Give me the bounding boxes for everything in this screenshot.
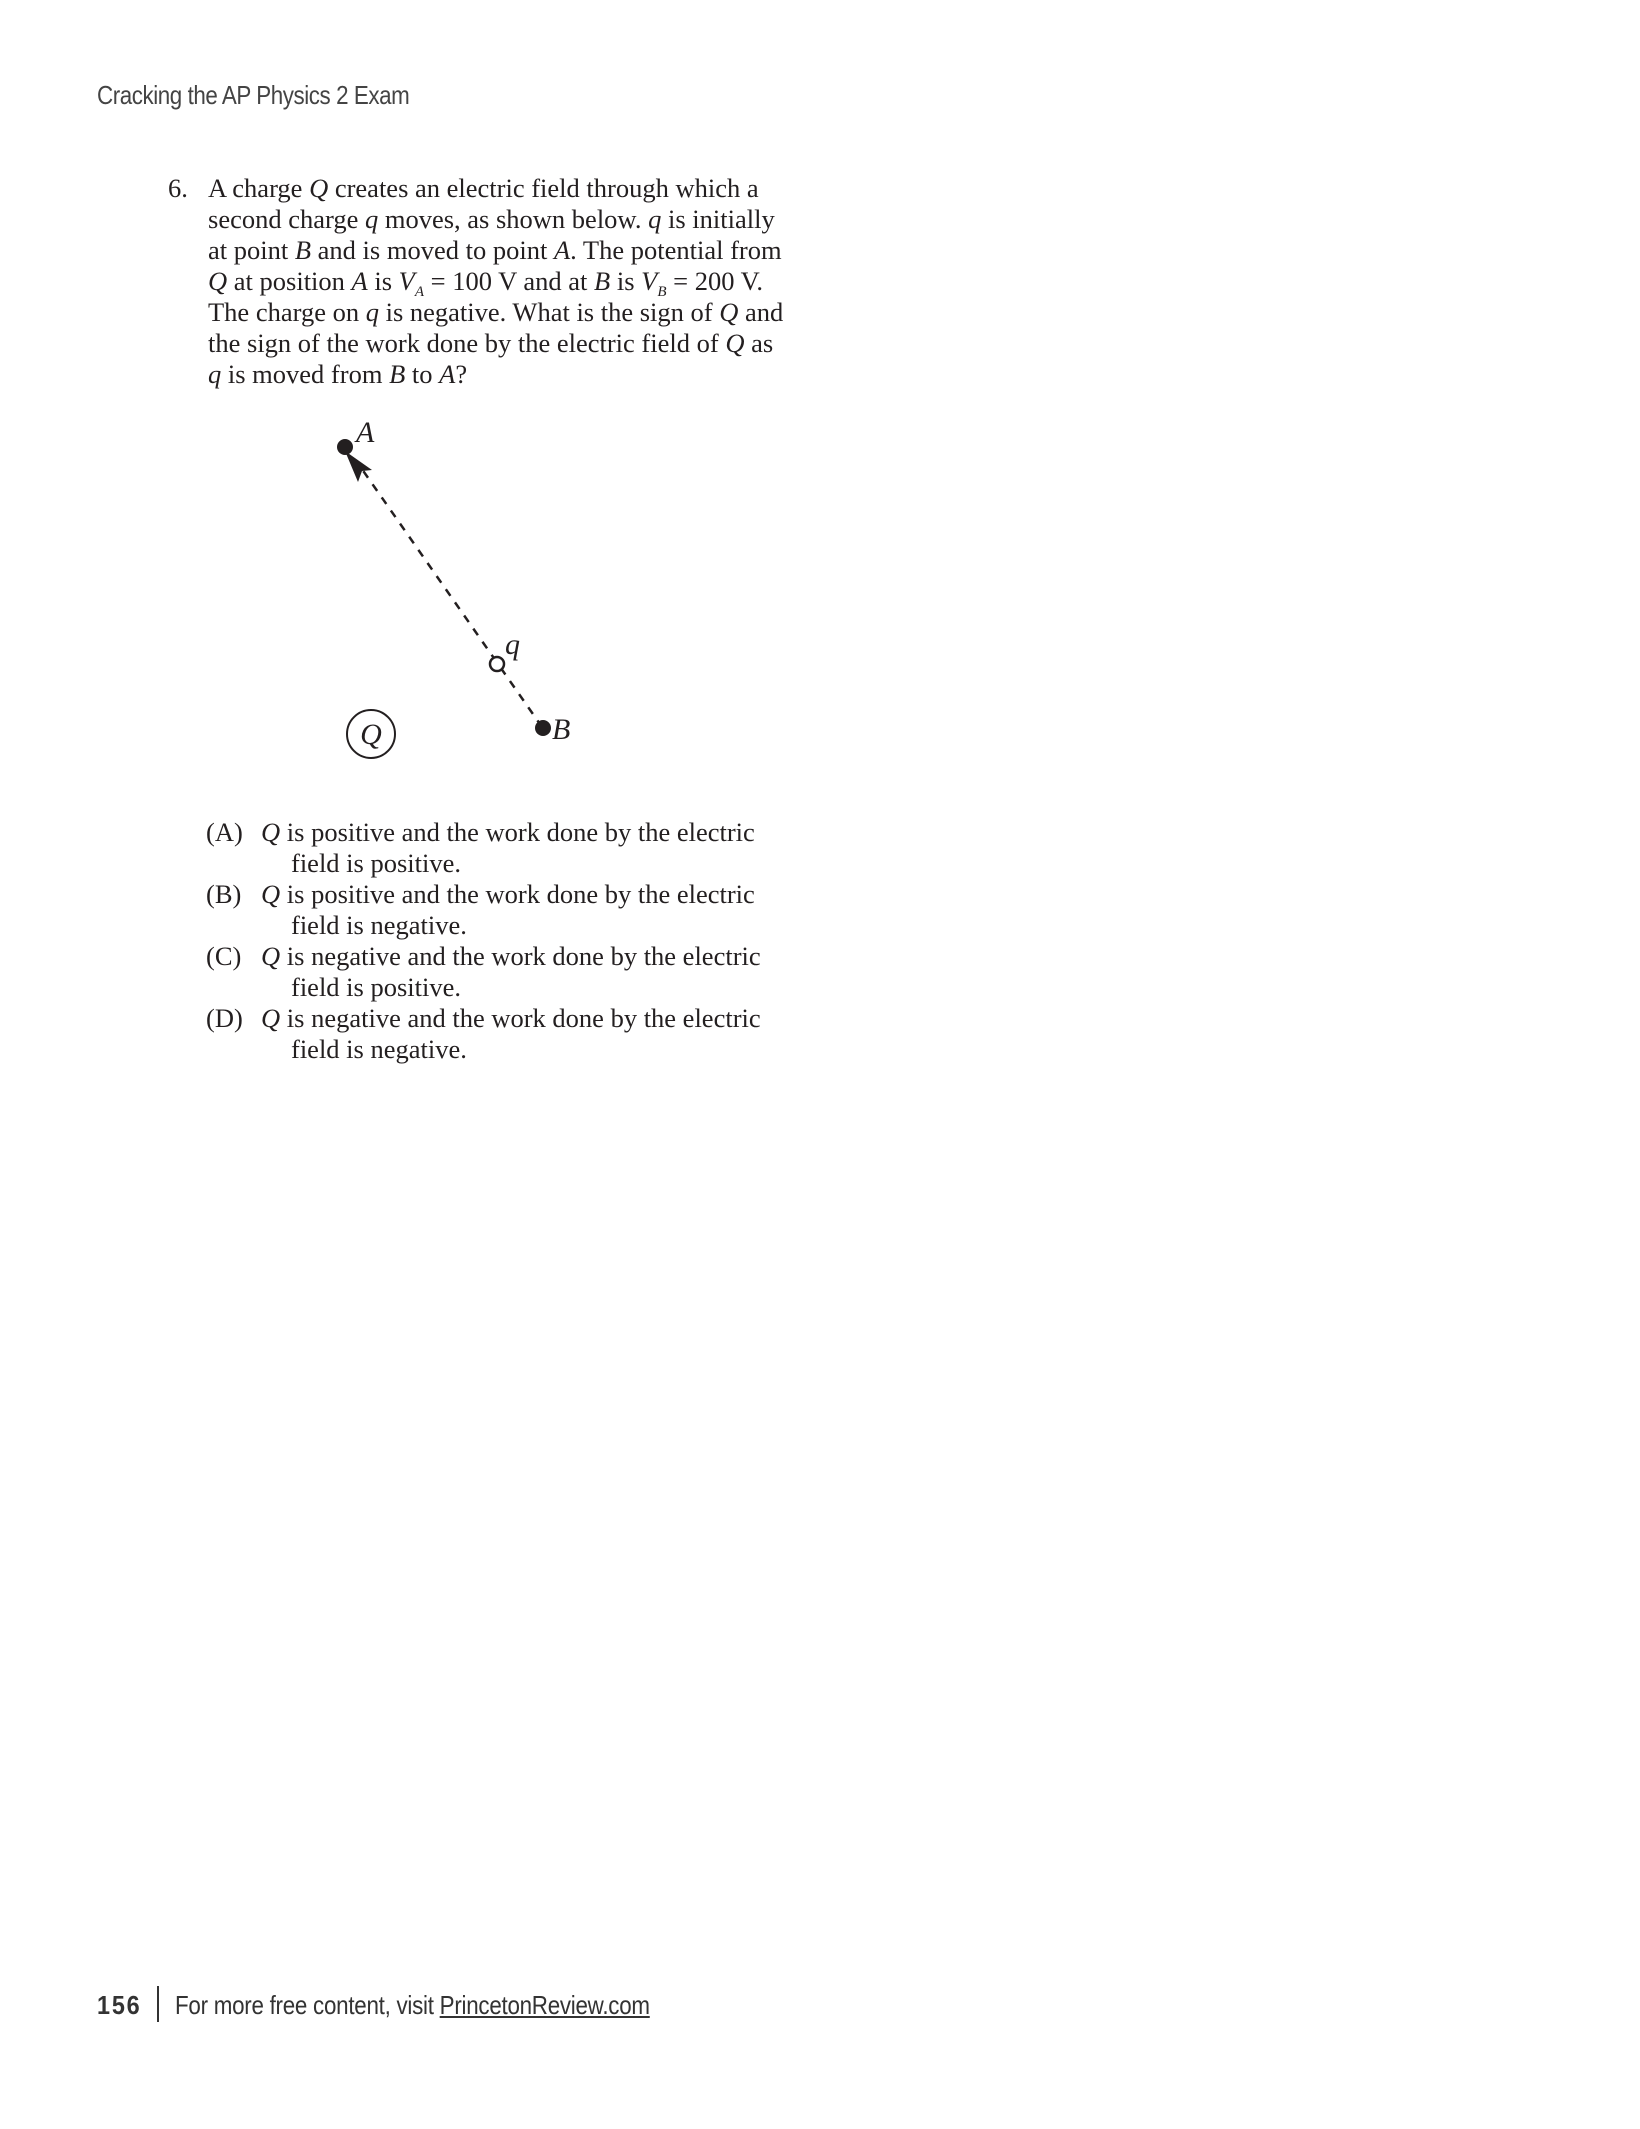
charge-q-small-circle	[490, 657, 504, 671]
choice-text-line-2: field is negative.	[291, 1034, 467, 1064]
choice-text-line-1: Q is negative and the work done by the electric	[261, 1003, 761, 1033]
princeton-review-link[interactable]: PrincetonReview.com	[439, 1990, 650, 2020]
question-line-4: Q at position A is $V_A = 100$ V and at B is $V_B = 200$ V.	[208, 266, 763, 300]
question-line-3: at point B and is moved to point A. The potential from	[208, 235, 782, 265]
choice-letter: (B)	[206, 879, 242, 909]
choice-letter: (D)	[206, 1003, 243, 1033]
running-head: Cracking the AP Physics 2 Exam	[97, 80, 410, 110]
question-line-2: second charge q moves, as shown below. q is initially	[208, 204, 775, 234]
choice-text-line-1: Q is positive and the work done by the electric	[261, 817, 755, 847]
choice-text-line-1: Q is negative and the work done by the electric	[261, 941, 761, 971]
point-a-dot	[337, 439, 353, 455]
point-b-label: B	[552, 713, 571, 746]
question-line-6: the sign of the work done by the electric field of Q as	[208, 328, 774, 358]
point-a-label: A	[356, 416, 375, 449]
footer-divider	[157, 1986, 159, 2022]
charge-q-big-label: Q	[360, 718, 382, 751]
choice-text-line-2: field is positive.	[291, 848, 462, 878]
choice-text-line-1: Q is positive and the work done by the electric	[261, 879, 755, 909]
question-line-7: q is moved from B to A?	[208, 359, 468, 389]
choice-letter: (A)	[206, 817, 243, 847]
choice-letter: (C)	[206, 941, 242, 971]
choice-text-line-2: field is positive.	[291, 972, 462, 1002]
page-number: 156	[97, 1990, 142, 2020]
charge-diagram	[0, 0, 1640, 820]
choice-text-line-2: field is negative.	[291, 910, 467, 940]
question-number: 6.	[168, 173, 188, 203]
footer-text: For more free content, visit PrincetonReview.com	[175, 1990, 650, 2020]
point-b-dot	[535, 720, 551, 736]
charge-q-small-label: q	[505, 628, 520, 661]
question-line-1: A charge Q creates an electric field through which a	[208, 173, 759, 203]
question-line-5: The charge on q is negative. What is the sign of Q and	[208, 297, 784, 327]
path-dashed-line	[357, 462, 542, 727]
